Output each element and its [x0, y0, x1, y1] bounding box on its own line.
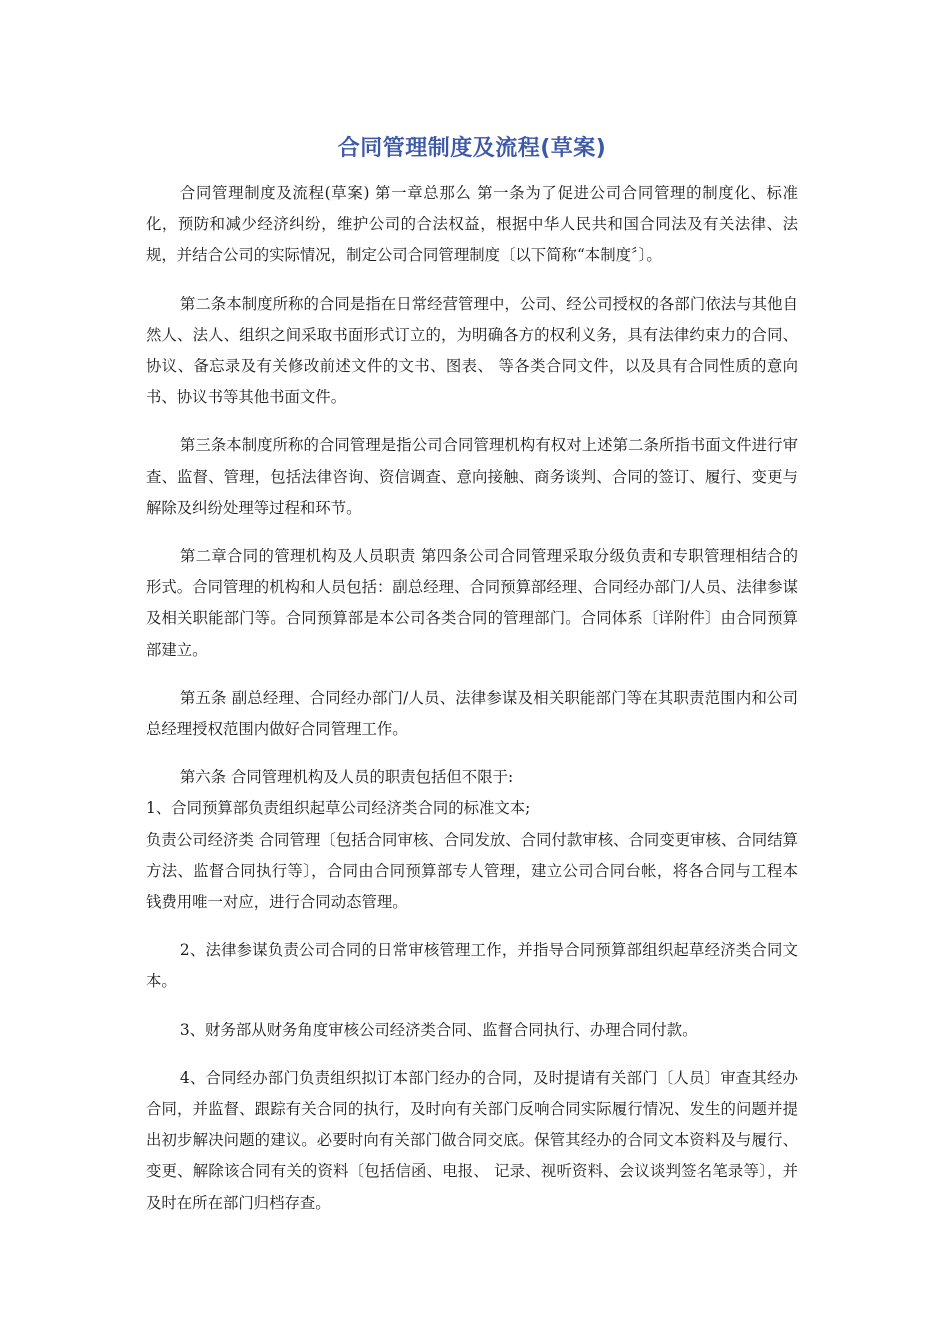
paragraph-article2: 第二条本制度所称的合同是指在日常经营管理中，公司、经公司授权的各部门依法与其他自然人、法人、组织之间采取书面形式订立的，为明确各方的权利义务，具有法律约束力的合同、协议、备忘录及有关修改前述文件的文书、图表、 等各类合同文件，以及具有合同性质的意向书、协议书等其他书面文件。 — [146, 294, 798, 407]
paragraph-chapter1-article1: 合同管理制度及流程(草案) 第一章总那么 第一条为了促进公司合同管理的制度化、标准化，预防和减少经济纠纷，维护公司的合法权益，根据中华人民共和国合同法及有关法律、法规，并结合公司的实际情况，制定公司合同管理制度〔以下简称“本制度〞〕。 — [146, 184, 798, 265]
list-item-1-detail: 负责公司经济类 合同管理〔包括合同审核、合同发放、合同付款审核、合同变更审核、合同结算方法、监督合同执行等〕，合同由合同预算部专人管理，建立公司合同台帐，将各合同与工程本钱费用唯一对应，进行合同动态管理。 — [146, 830, 798, 912]
paragraph-article3: 第三条本制度所称的合同管理是指公司合同管理机构有权对上述第二条所指书面文件进行审查、监督、管理，包括法律咨询、资信调查、意向接触、商务谈判、合同的签订、履行、变更与解除及纠纷处理等过程和环节。 — [146, 436, 798, 517]
list-item-3: 3、财务部从财务角度审核公司经济类合同、监督合同执行、办理合同付款。 — [179, 1020, 698, 1039]
list-item-2: 2、法律参谋负责公司合同的日常审核管理工作，并指导合同预算部组织起草经济类合同文本。 — [146, 941, 798, 991]
paragraph-article6: 第六条 合同管理机构及人员的职责包括但不限于: — [179, 768, 514, 787]
document-page — [146, 132, 798, 1219]
list-item-1: 1、合同预算部负责组织起草公司经济类合同的标准文本; — [146, 799, 531, 818]
paragraph-chapter2-article4: 第二章合同的管理机构及人员职责 第四条公司合同管理采取分级负责和专职管理相结合的形式。合同管理的机构和人员包括：副总经理、合同预算部经理、合同经办部门/人员、法律参谋及相关职能部门等。合同预算部是本公司各类合同的管理部门。合同体系〔详附件〕由合同预算部建立。 — [146, 547, 798, 659]
list-item-4: 4、合同经办部门负责组织拟订本部门经办的合同，及时提请有关部门〔人员〕审查其经办合同，并监督、跟踪有关合同的执行，及时向有关部门反响合同实际履行情况、发生的问题并提出初步解决问题的建议。必要时向有关部门做合同交底。保管其经办的合同文本资料及与履行、变更、解除该合同有关的资料〔包括信函、电报、 记录、视听资料、会议谈判签名笔录等〕，并及时在所在部门归档存查。 — [146, 1068, 798, 1212]
paragraph-article5: 第五条 副总经理、合同经办部门/人员、法律参谋及相关职能部门等在其职责范围内和公司总经理授权范围内做好合同管理工作。 — [146, 688, 798, 739]
document-title: 合同管理制度及流程(草案) — [337, 136, 607, 161]
